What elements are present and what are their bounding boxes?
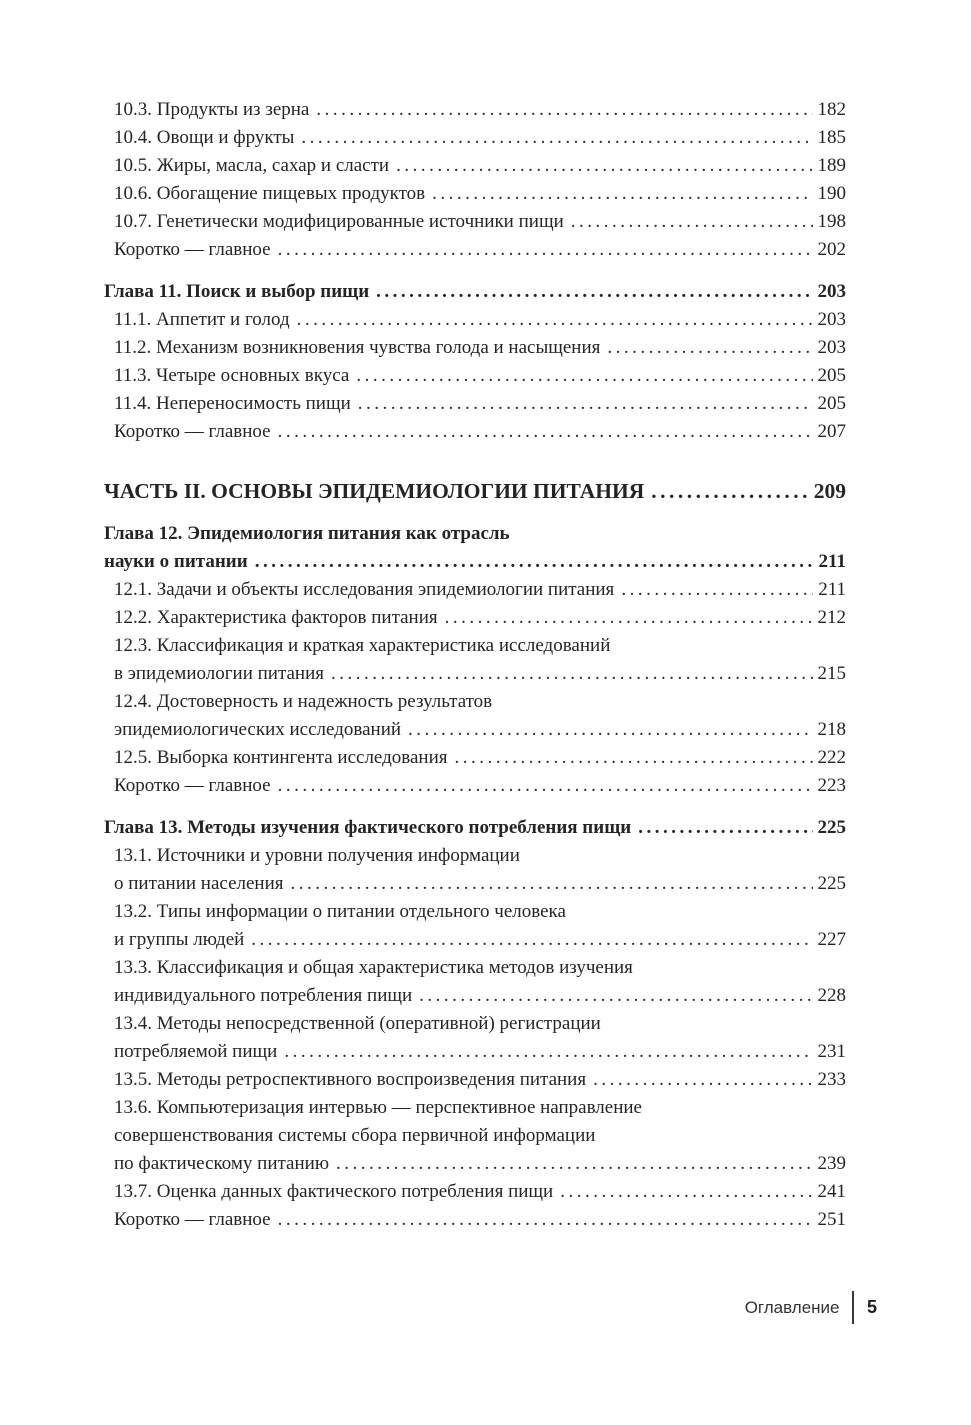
toc-entry-text: 10.3. Продукты из зерна: [114, 99, 310, 120]
toc-entry-line: [114, 1150, 846, 1178]
toc-entry-line: [114, 926, 846, 954]
toc-entry-line: [114, 772, 846, 800]
toc-entry-text: 13.6. Компьютеризация интервью — перспективное направление: [114, 1097, 642, 1118]
footer-page-number: 5: [866, 1297, 877, 1317]
toc-page-number: 212: [817, 607, 846, 628]
toc-entry-text: 11.1. Аппетит и голод: [114, 309, 290, 330]
toc-entry-line: [114, 124, 846, 152]
toc-entry-line: [114, 1010, 846, 1038]
toc-entry-line: [114, 688, 846, 716]
dot-leader: [284, 1038, 812, 1066]
toc-entry-text: 11.2. Механизм возникновения чувства голода и насыщения: [114, 337, 601, 358]
toc-entry-line: [104, 476, 846, 506]
toc-entry-text: 12.5. Выборка контингента исследования: [114, 747, 448, 768]
dot-leader: [358, 390, 813, 418]
toc-entry-line: [114, 236, 846, 264]
dot-leader: [408, 716, 812, 744]
dot-leader: [278, 772, 813, 800]
toc-page-number: 185: [817, 127, 846, 148]
dot-leader: [331, 660, 813, 688]
toc-entry: [104, 520, 846, 576]
toc-entry-text: 13.2. Типы информации о питании отдельного человека: [114, 901, 566, 922]
toc-entry-text: по фактическому питанию: [114, 1153, 330, 1174]
toc-entry-text: индивидуального потребления пищи: [114, 985, 413, 1006]
toc-page-number: 203: [817, 337, 846, 358]
toc-page-number: 223: [817, 775, 846, 796]
toc-entry-text: Глава 11. Поиск и выбор пищи: [104, 281, 370, 302]
toc-page-number: 209: [813, 479, 846, 503]
toc-entry: [104, 898, 846, 954]
dot-leader: [278, 418, 813, 446]
toc-entry: [104, 208, 846, 236]
dot-leader: [445, 604, 813, 632]
toc-page-number: 203: [817, 281, 846, 302]
dot-leader: [560, 1178, 812, 1206]
toc-entry-line: [114, 1038, 846, 1066]
toc-entry: [104, 814, 846, 842]
toc-entry: [104, 688, 846, 744]
page-footer: [745, 1291, 877, 1324]
toc-entry: [104, 954, 846, 1010]
dot-leader: [432, 180, 812, 208]
toc-entry-line: [114, 1178, 846, 1206]
toc-page-number: 211: [818, 579, 846, 600]
dot-leader: [419, 982, 812, 1010]
toc-entry-text: 11.3. Четыре основных вкуса: [114, 365, 350, 386]
toc-entry-line: [114, 1066, 846, 1094]
dot-leader: [593, 1066, 812, 1094]
toc-entry-text: Коротко — главное: [114, 421, 271, 442]
toc-page-number: 207: [817, 421, 846, 442]
toc-entry-line: [114, 306, 846, 334]
dot-leader: [621, 576, 813, 604]
dot-leader: [278, 1206, 813, 1234]
toc-page-number: 239: [817, 1153, 846, 1174]
toc-entry-line: [114, 334, 846, 362]
toc-entry-text: 10.4. Овощи и фрукты: [114, 127, 295, 148]
toc-entry-text: Коротко — главное: [114, 775, 271, 796]
toc-entry: [104, 1178, 846, 1206]
toc-entry-text: ЧАСТЬ II. ОСНОВЫ ЭПИДЕМИОЛОГИИ ПИТАНИЯ: [104, 479, 645, 503]
toc-entry-line: [114, 744, 846, 772]
toc-entry-text: 13.7. Оценка данных фактического потребления пищи: [114, 1181, 554, 1202]
toc-entry-line: [114, 362, 846, 390]
toc-page-number: 211: [818, 551, 846, 572]
toc-entry-line: [114, 954, 846, 982]
toc-entry-line: [104, 814, 846, 842]
toc-entry-text: науки о питании: [104, 551, 248, 572]
dot-leader: [336, 1150, 812, 1178]
toc-page-number: 222: [817, 747, 846, 768]
toc-entry-line: [114, 418, 846, 446]
toc-entry-line: [114, 632, 846, 660]
toc-page-number: 218: [817, 719, 846, 740]
toc-entry: [104, 842, 846, 898]
toc-entry-line: [114, 208, 846, 236]
toc-page-number: 225: [817, 817, 846, 838]
toc-entry-line: [114, 1094, 846, 1122]
toc-entry-text: 13.1. Источники и уровни получения информации: [114, 845, 520, 866]
toc-entry-text: 11.4. Непереносимость пищи: [114, 393, 351, 414]
toc-entry-text: Коротко — главное: [114, 239, 271, 260]
toc-entry: [104, 306, 846, 334]
dot-leader: [607, 334, 812, 362]
toc-entry: [104, 1010, 846, 1066]
toc-entry-line: [114, 870, 846, 898]
toc-entry: [104, 744, 846, 772]
toc-page-number: 205: [817, 393, 846, 414]
toc-entry-text: 10.5. Жиры, масла, сахар и сласти: [114, 155, 390, 176]
dot-leader: [316, 96, 812, 124]
toc-entry: [104, 334, 846, 362]
toc-entry: [104, 476, 846, 506]
toc-entry: [104, 124, 846, 152]
toc-entry-line: [114, 576, 846, 604]
dot-leader: [455, 744, 813, 772]
toc-page-number: 225: [817, 873, 846, 894]
toc-entry-text: 12.1. Задачи и объекты исследования эпидемиологии питания: [114, 579, 615, 600]
toc-entry-line: [114, 898, 846, 926]
toc-entry-line: [114, 716, 846, 744]
toc-entry-text: о питании населения: [114, 873, 284, 894]
toc-page-number: 215: [817, 663, 846, 684]
toc-entry-text: совершенствования системы сбора первичной информации: [114, 1125, 596, 1146]
toc-entry-line: [114, 152, 846, 180]
dot-leader: [251, 926, 812, 954]
toc-entry: [104, 278, 846, 306]
toc-entry-text: эпидемиологических исследований: [114, 719, 402, 740]
toc-entry: [104, 772, 846, 800]
dot-leader: [356, 362, 812, 390]
toc-page-number: 182: [817, 99, 846, 120]
toc-entry: [104, 152, 846, 180]
toc-entry-text: 13.5. Методы ретроспективного воспроизведения питания: [114, 1069, 587, 1090]
toc-page-number: 233: [817, 1069, 846, 1090]
dot-leader: [638, 814, 812, 842]
toc-page-number: 205: [817, 365, 846, 386]
dot-leader: [651, 476, 808, 506]
dot-leader: [301, 124, 812, 152]
toc-entry-text: и группы людей: [114, 929, 245, 950]
toc-entry: [104, 362, 846, 390]
dot-leader: [297, 306, 813, 334]
toc-page-number: 227: [817, 929, 846, 950]
toc-entry-line: [114, 96, 846, 124]
toc-entry-text: 13.4. Методы непосредственной (оперативной) регистрации: [114, 1013, 601, 1034]
toc-entry-line: [104, 520, 846, 548]
dot-leader: [255, 548, 814, 576]
toc-page-number: 190: [817, 183, 846, 204]
toc-entry-text: 10.6. Обогащение пищевых продуктов: [114, 183, 426, 204]
toc-entry-line: [114, 604, 846, 632]
toc-entry-line: [104, 548, 846, 576]
toc-entry: [104, 1094, 846, 1178]
toc-entry-line: [114, 180, 846, 208]
toc-entry: [104, 1066, 846, 1094]
dot-leader: [278, 236, 813, 264]
toc-entry-text: 13.3. Классификация и общая характеристика методов изучения: [114, 957, 633, 978]
toc-entry-line: [114, 982, 846, 1010]
toc-entry: [104, 604, 846, 632]
toc-entry-line: [114, 842, 846, 870]
toc-page-number: 189: [817, 155, 846, 176]
toc-page-number: 231: [817, 1041, 846, 1062]
toc-entry: [104, 632, 846, 688]
toc-page-number: 198: [817, 211, 846, 232]
toc-entry-text: Глава 13. Методы изучения фактического потребления пищи: [104, 817, 632, 838]
toc-entry-line: [114, 1122, 846, 1150]
toc-entry-text: Коротко — главное: [114, 1209, 271, 1230]
footer-divider: [852, 1291, 854, 1324]
toc-entry: [104, 96, 846, 124]
toc-list: [104, 96, 846, 1234]
toc-entry: [104, 418, 846, 446]
toc-entry-line: [114, 660, 846, 688]
toc-page-number: 251: [817, 1209, 846, 1230]
toc-entry: [104, 1206, 846, 1234]
toc-entry-text: в эпидемиологии питания: [114, 663, 324, 684]
footer-section-label: Оглавление: [744, 1297, 840, 1317]
toc-entry-text: потребляемой пищи: [114, 1041, 278, 1062]
toc-entry: [104, 576, 846, 604]
toc-page-number: 228: [817, 985, 846, 1006]
toc-page-number: 241: [817, 1181, 846, 1202]
dot-leader: [571, 208, 813, 236]
dot-leader: [291, 870, 813, 898]
toc-entry-text: 12.4. Достоверность и надежность результатов: [114, 691, 493, 712]
toc-entry-line: [114, 390, 846, 418]
toc-page-number: 203: [817, 309, 846, 330]
toc-entry-text: 12.2. Характеристика факторов питания: [114, 607, 438, 628]
toc-entry: [104, 236, 846, 264]
toc-page-number: 202: [817, 239, 846, 260]
dot-leader: [396, 152, 812, 180]
toc-entry-line: [114, 1206, 846, 1234]
toc-entry-text: Глава 12. Эпидемиология питания как отрасль: [104, 523, 510, 544]
dot-leader: [376, 278, 812, 306]
toc-entry: [104, 180, 846, 208]
toc-entry-text: 12.3. Классификация и краткая характеристика исследований: [114, 635, 611, 656]
toc-entry: [104, 390, 846, 418]
toc-entry-line: [104, 278, 846, 306]
toc-entry-text: 10.7. Генетически модифицированные источники пищи: [114, 211, 564, 232]
